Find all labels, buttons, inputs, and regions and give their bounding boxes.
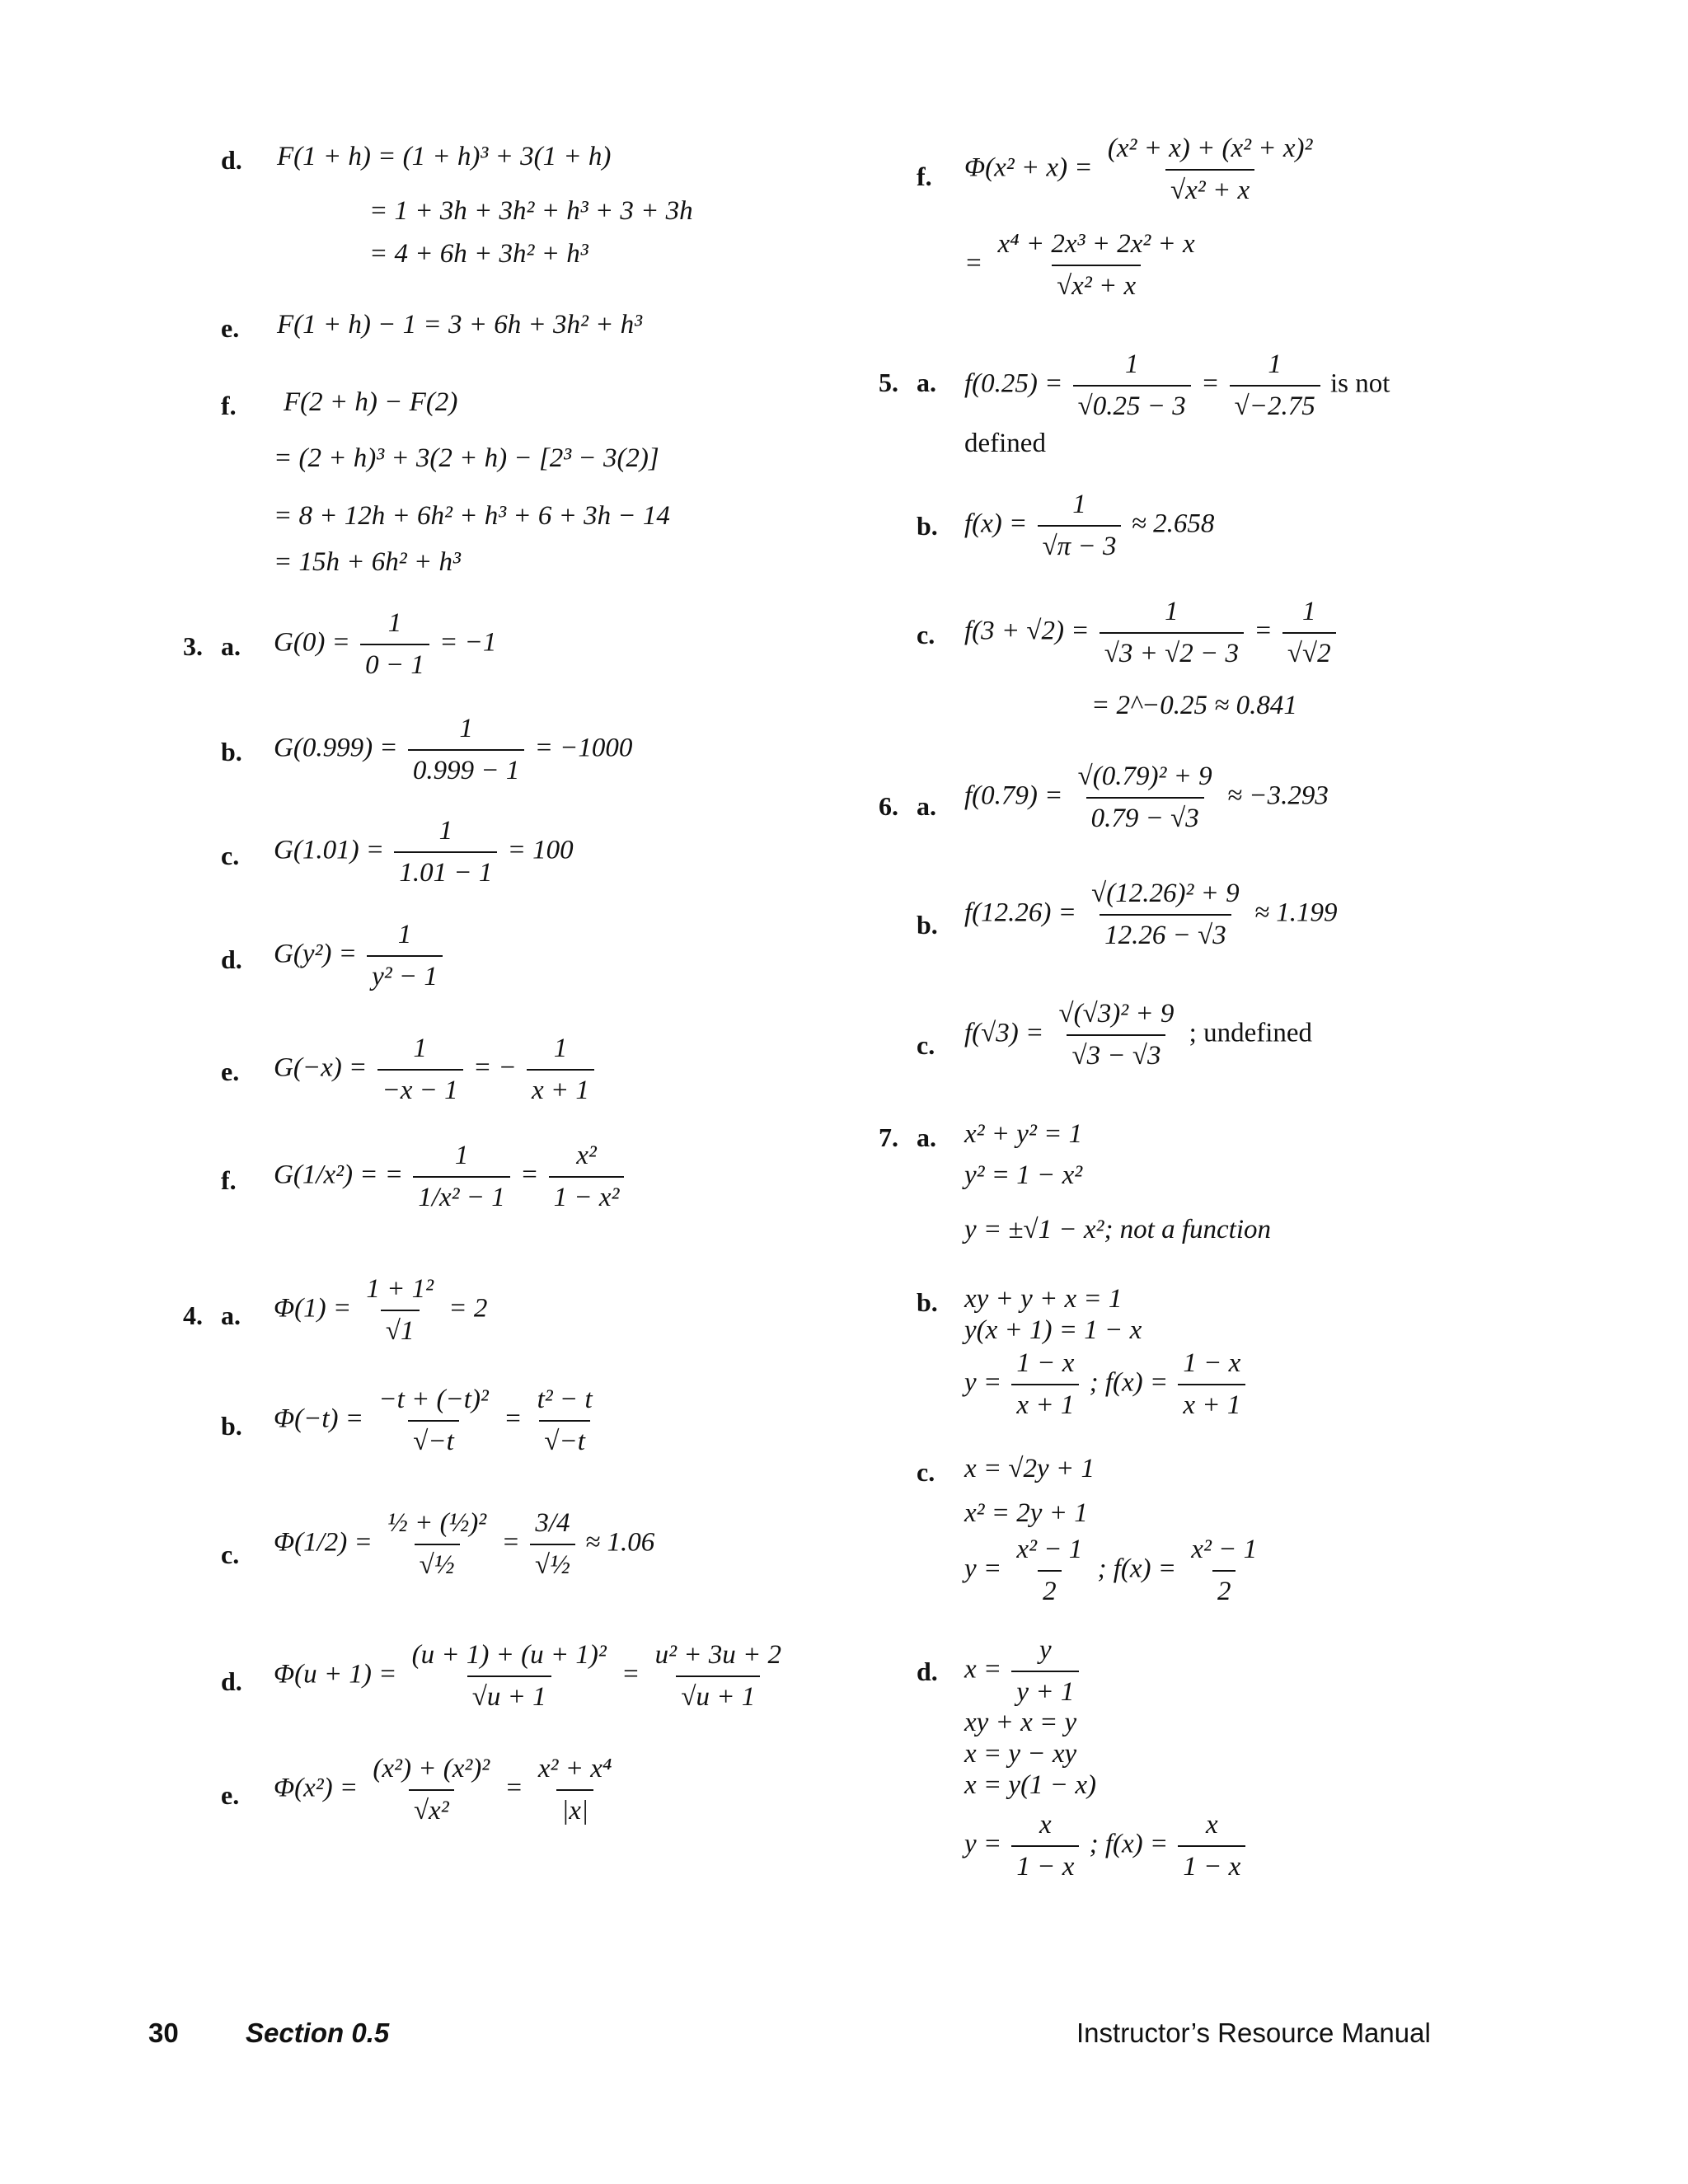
eq-7b-line2: y(x + 1) = 1 − x [964, 1315, 1142, 1345]
label-4a: a. [221, 1301, 241, 1330]
eq-7d-line2: xy + x = y [964, 1708, 1077, 1737]
eq-2f-line2: = (2 + h)³ + 3(2 + h) − [2³ − 3(2)] [274, 443, 659, 473]
eq-7c-line2: x² = 2y + 1 [964, 1498, 1088, 1528]
eq-4a: Φ(1) = $\frac{\text{1 + 1²}}{√1}$ = 2 [274, 1274, 488, 1346]
problem-number-5: 5. [879, 368, 898, 397]
eq-7a-line3: y = ±√1 − x²; not a function [964, 1215, 1272, 1244]
label-5b: b. [917, 511, 938, 541]
label-5a: a. [917, 368, 936, 397]
label-3f: f. [221, 1165, 237, 1195]
label-7b: b. [917, 1287, 938, 1317]
label-5c: c. [917, 620, 935, 649]
eq-6b: f(12.26) = $\frac{\text{√(12.26)² + 9}}{12.26 - √3}$ ≈ 1.199 [964, 879, 1338, 950]
eq-7b-line3: y = $\frac{1 - x}{x + 1}$ ; f(x) = $\frac{1 - x}{x + 1}$ [964, 1348, 1249, 1421]
label-3b: b. [221, 737, 242, 766]
label-6a: a. [917, 791, 936, 821]
eq-3c: G(1.01) = $\frac{1}{1.01 - 1}$ = 100 [274, 816, 574, 888]
label-2d: d. [221, 145, 242, 175]
eq-7d-line1: x = $\frac{y}{y + 1}$ [964, 1635, 1082, 1708]
label-4f: f. [917, 162, 932, 191]
eq-5a-tail: defined [964, 429, 1046, 458]
eq-2d-line1: F(1 + h) = (1 + h)³ + 3(1 + h) [277, 142, 612, 171]
label-4c: c. [221, 1540, 240, 1569]
label-3d: d. [221, 944, 242, 974]
eq-2d-line2: = 1 + 3h + 3h² + h³ + 3 + 3h [369, 196, 693, 226]
label-4d: d. [221, 1666, 242, 1696]
eq-6a: f(0.79) = $\frac{\text{√(0.79)² + 9}}{0.79 - √3}$ ≈ −3.293 [964, 762, 1329, 833]
eq-7a-line1: x² + y² = 1 [964, 1119, 1083, 1149]
eq-3f: G(1/x²) = = $\frac{1}{\text{1/x² − 1}}$ = $\frac{\text{x²}}{\text{1 − x²}}$ [274, 1141, 627, 1213]
problem-number-6: 6. [879, 791, 898, 821]
eq-2f-line1: F(2 + h) − F(2) [284, 387, 458, 417]
eq-5a: f(0.25) = $\frac{1}{√0.25 - 3}$ = $\frac{1}{√-2.75}$ is not [964, 349, 1390, 421]
label-4e: e. [221, 1780, 240, 1810]
eq-4f-line2: = $\frac{\text{x⁴ + 2x³ + 2x² + x}}{\text{√x² + x}}$ [964, 229, 1195, 301]
label-7c: c. [917, 1457, 935, 1487]
eq-5c-line2: = 2^−0.25 ≈ 0.841 [1091, 691, 1297, 720]
eq-2f-line4: = 15h + 6h² + h³ [274, 547, 461, 577]
problem-number-3: 3. [183, 631, 203, 661]
eq-7d-line4: x = y(1 − x) [964, 1770, 1096, 1800]
eq-4c: Φ(1/2) = $\frac{\text{½ + (½)²}}{\text{√½}}$ = $\frac{3/4}{\text{√½}}$ ≈ 1.06 [274, 1508, 655, 1580]
eq-4f-line1: Φ(x² + x) = $\frac{\text{(x² + x) + (x² + x)²}}{\text{√x² + x}}$ [964, 134, 1313, 205]
label-2f: f. [221, 391, 237, 420]
eq-5c-line1: f(3 + √2) = $\frac{1}{√3 + √2 - 3}$ = $\frac{1}{√√2}$ [964, 597, 1339, 669]
label-3e: e. [221, 1057, 240, 1086]
eq-7a-line2: y² = 1 − x² [964, 1160, 1083, 1190]
label-3a: a. [221, 631, 241, 661]
eq-2f-line3: = 8 + 12h + 6h² + h³ + 6 + 3h − 14 [274, 501, 670, 531]
eq-7c-line1: x = √2y + 1 [964, 1454, 1095, 1483]
eq-2e: F(1 + h) − 1 = 3 + 6h + 3h² + h³ [277, 310, 643, 340]
book-title: Instructor’s Resource Manual [1076, 2018, 1431, 2048]
eq-3b: G(0.999) = $\frac{1}{0.999 - 1}$ = −1000 [274, 714, 633, 785]
label-7a: a. [917, 1122, 936, 1152]
section-label: Section 0.5 [246, 2018, 390, 2048]
eq-7d-line5: y = $\frac{x}{1 - x}$ ; f(x) = $\frac{x}{1 - x}$ [964, 1810, 1249, 1882]
eq-6c: f(√3) = $\frac{\text{√(√3)² + 9}}{√3 - √3}$ ; undefined [964, 999, 1313, 1071]
eq-7c-line3: y = $\frac{\text{x² − 1}}{2}$ ; f(x) = $\frac{\text{x² − 1}}{2}$ [964, 1535, 1258, 1606]
label-7d: d. [917, 1657, 938, 1686]
page-footer [0, 2011, 1688, 2060]
eq-4e: Φ(x²) = $\frac{\text{(x²) + (x²)²}}{\text{√x²}}$ = $\frac{\text{x² + x⁴}}{|x|}$ [274, 1754, 612, 1825]
problem-number-4: 4. [183, 1301, 203, 1330]
eq-3d: G(y²) = $\frac{1}{\text{y² − 1}}$ [274, 920, 446, 992]
page-number: 30 [148, 2018, 179, 2048]
eq-4d: Φ(u + 1) = $\frac{\text{(u + 1) + (u + 1)²}}{√u + 1}$ = $\frac{\text{u² + 3u + 2}}{√u + 1}$ [274, 1640, 782, 1712]
eq-7d-line3: x = y − xy [964, 1739, 1077, 1769]
label-6b: b. [917, 910, 938, 940]
label-4b: b. [221, 1411, 242, 1441]
label-6c: c. [917, 1030, 935, 1060]
label-2e: e. [221, 313, 240, 343]
eq-3e: G(−x) = $\frac{1}{-x - 1}$ = − $\frac{1}{x + 1}$ [274, 1033, 598, 1106]
eq-4b: Φ(−t) = $\frac{\text{−t + (−t)²}}{√-t}$ = $\frac{\text{t² − t}}{√-t}$ [274, 1385, 593, 1456]
eq-3a: G(0) = $\frac{1}{0 - 1}$ = −1 [274, 608, 497, 680]
eq-2d-line3: = 4 + 6h + 3h² + h³ [369, 239, 588, 269]
eq-7b-line1: xy + y + x = 1 [964, 1284, 1123, 1314]
problem-number-7: 7. [879, 1122, 898, 1152]
eq-5b: f(x) = $\frac{1}{√\pi - 3}$ ≈ 2.658 [964, 490, 1215, 561]
label-3c: c. [221, 841, 240, 870]
